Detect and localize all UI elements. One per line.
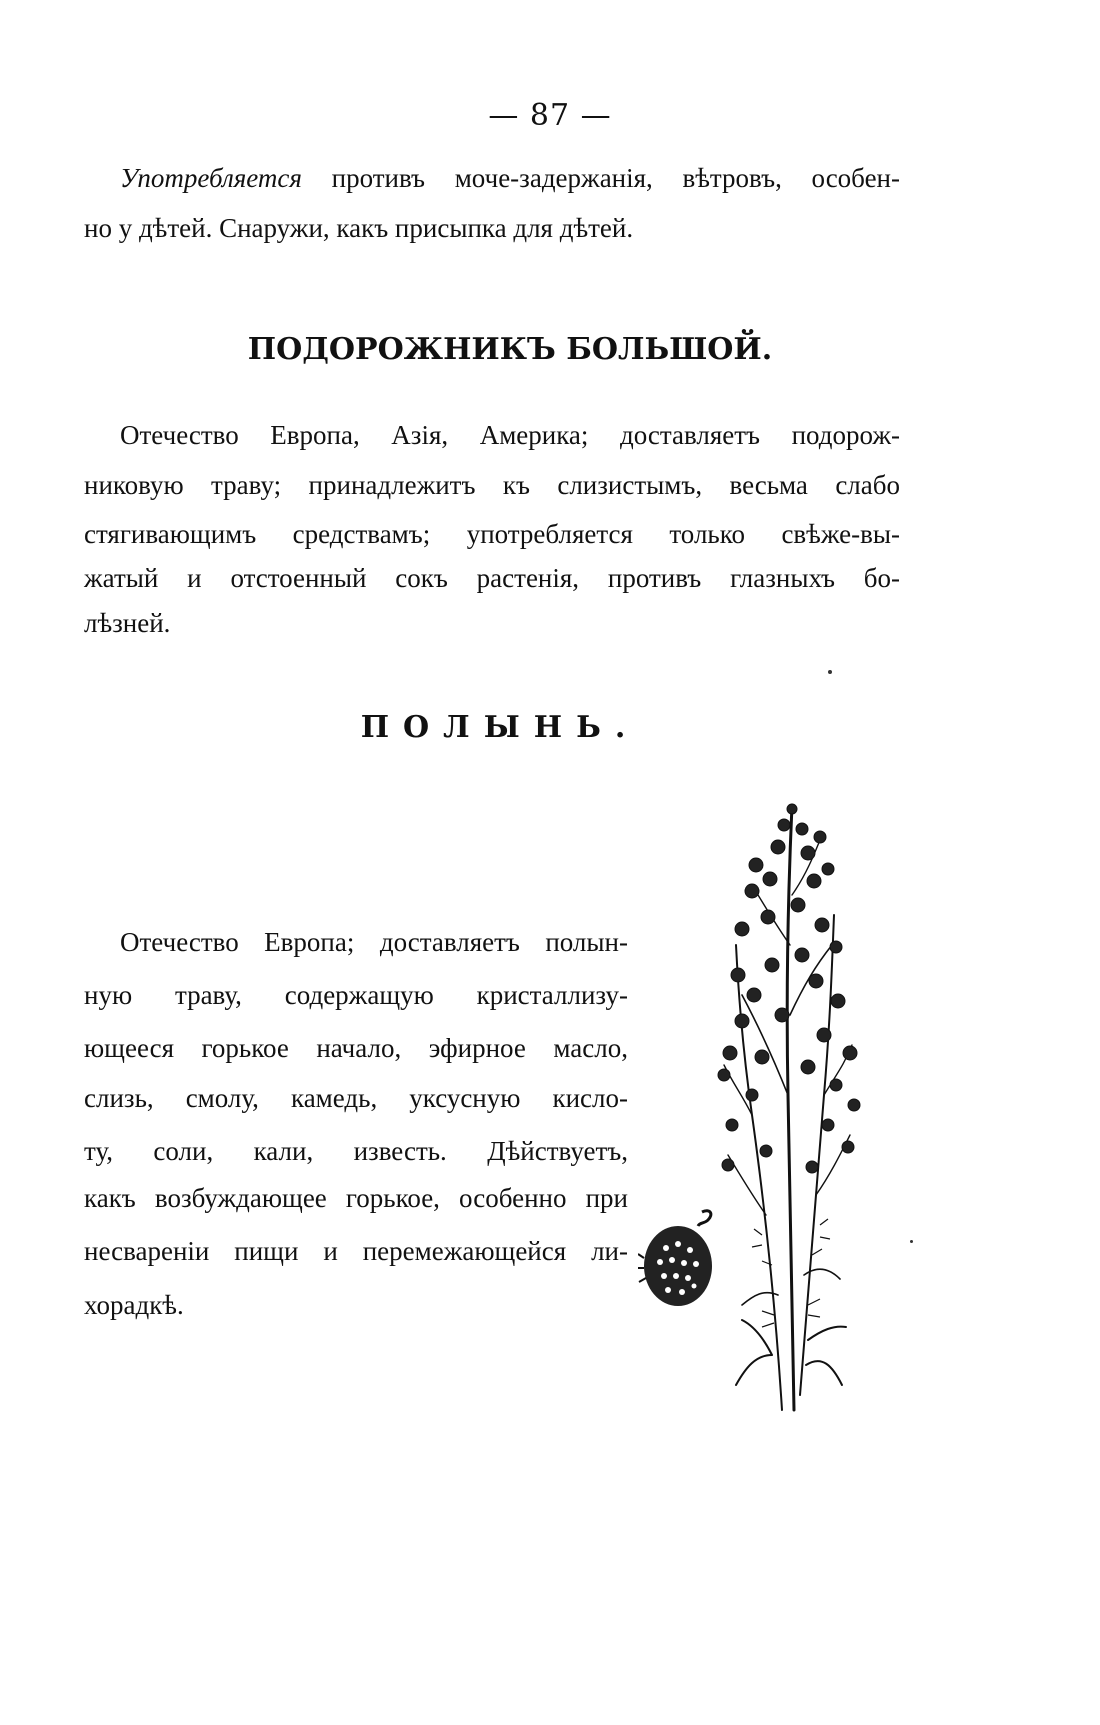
wormwood-flower-head-icon xyxy=(638,1208,722,1312)
wormwood-line-6: какъ возбуждающее горькое, особенно при xyxy=(84,1183,628,1213)
plantain-line-5: лѣзней. xyxy=(84,608,171,638)
intro-line-2: но у дѣтей. Снаружи, какъ присыпка для дѣтей. xyxy=(84,213,634,243)
wormwood-plant-icon xyxy=(712,795,862,1415)
wormwood-line-5: ту, соли, кали, известь. Дѣйствуетъ, xyxy=(84,1136,628,1166)
wormwood-line-1: Отечество Европа; доставляетъ полын- xyxy=(120,927,628,957)
plantain-line-4: жатый и отстоенный сокъ растенія, противъ глазныхъ бо- xyxy=(84,563,900,593)
ink-speck xyxy=(910,1240,913,1243)
wormwood-line-8: хорадкѣ. xyxy=(84,1290,184,1320)
wormwood-line-4: слизь, смолу, камедь, уксусную кисло- xyxy=(84,1083,628,1113)
ink-speck xyxy=(828,670,832,674)
plantain-line-2: никовую траву; принадлежитъ къ слизистымъ, весьма слабо xyxy=(84,470,900,500)
wormwood-line-2: ную траву, содержащую кристаллизу- xyxy=(84,980,628,1010)
section-title-plantain: ПОДОРОЖНИКЪ БОЛЬШОЙ. xyxy=(247,332,773,367)
page-number: — 87 — xyxy=(488,98,612,133)
intro-line-1 xyxy=(120,163,900,194)
plantain-line-1: Отечество Европа, Азія, Америка; доставляетъ подорож- xyxy=(120,420,900,450)
plantain-line-3: стягивающимъ средствамъ; употребляется только свѣже-вы- xyxy=(84,519,900,549)
intro-lead-word: Употребляется xyxy=(120,163,302,193)
wormwood-line-7: несвареніи пищи и перемежающейся ли- xyxy=(84,1236,628,1266)
intro-line-1-rest: противъ моче-задержанія, вѣтровъ, особен- xyxy=(331,163,900,193)
wormwood-line-3: ющееся горькое начало, эфирное масло, xyxy=(84,1033,628,1063)
section-title-wormwood: ПОЛЫНЬ. xyxy=(360,710,640,745)
